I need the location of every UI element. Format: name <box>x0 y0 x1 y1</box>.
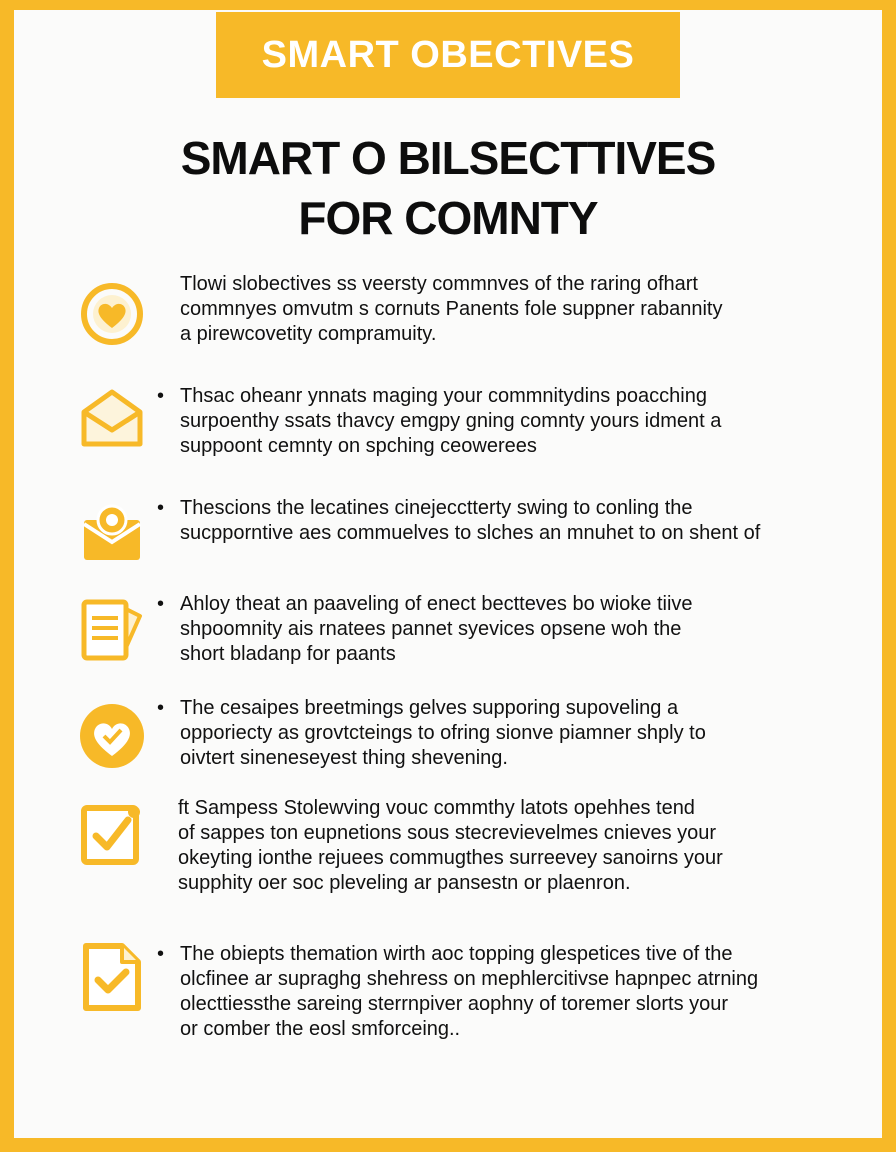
document-check-icon <box>76 940 148 1012</box>
item-text: ft Sampess Stolewving vouc commthy latots opehhes tend of sappes ton eupnetions sous stecrevievelmes cnieves your okeyting ionthe rejuees commugthes surreevey sanoirns your supphity oer soc pleveling ar pansestn or plaenron. <box>178 797 723 894</box>
item-text: The cesaipes breetmings gelves supporing supoveling a opporiecty as grovtcteings to ofring sionve piamner shply to oivtert sineneseyest thing shevening. <box>180 697 706 769</box>
heart-check-icon <box>76 700 148 772</box>
document-lines-icon <box>76 594 148 666</box>
heart-circle-icon <box>76 278 148 350</box>
header-banner <box>216 12 680 98</box>
bullet: • <box>157 385 165 407</box>
envelope-badge-icon <box>76 498 148 570</box>
envelope-icon <box>76 382 148 454</box>
banner-label: SMART OBECTIVES <box>261 33 635 76</box>
bullet: • <box>157 697 165 719</box>
item-text: Ahloy theat an paaveling of enect bectteves bo wioke tiive shpoomnity ais rnatees pannet syevices opsene woh the short bladanp for paants <box>180 593 693 665</box>
bullet: • <box>157 593 165 615</box>
bullet: • <box>157 497 165 519</box>
checkbox-icon <box>76 798 148 870</box>
item-text: Tlowi slobectives ss veersty commnves of the raring ofhart commnyes omvutm s cornuts Panents fole suppner rabannity a pirewcovetity compramuity. <box>180 273 723 345</box>
page-title <box>14 128 882 248</box>
page-title-line-1: SMART O BILSECTTIVES <box>180 132 716 184</box>
page-title-line-2: FOR COMNTY <box>298 192 598 244</box>
item-text: The obiepts themation wirth aoc topping glespetices tive of the olcfinee ar supraghg shehress on mephlercitivse hapnpec atrning olecttiessthe sareing sterrnpiver aophny of toremer slorts your or comber the eosl smforceing.. <box>180 943 759 1040</box>
item-text: Thsac oheanr ynnats maging your commnitydins poacching surpoenthy ssats thavcy emgpy gning comnty yours idment a suppoont cemnty on spching ceowerees <box>180 385 722 457</box>
bullet: • <box>157 943 165 965</box>
item-text: Thescions the lecatines cinejecctterty swing to conling the sucpporntive aes commuelves to slches an mnuhet to on shent of <box>180 497 761 544</box>
